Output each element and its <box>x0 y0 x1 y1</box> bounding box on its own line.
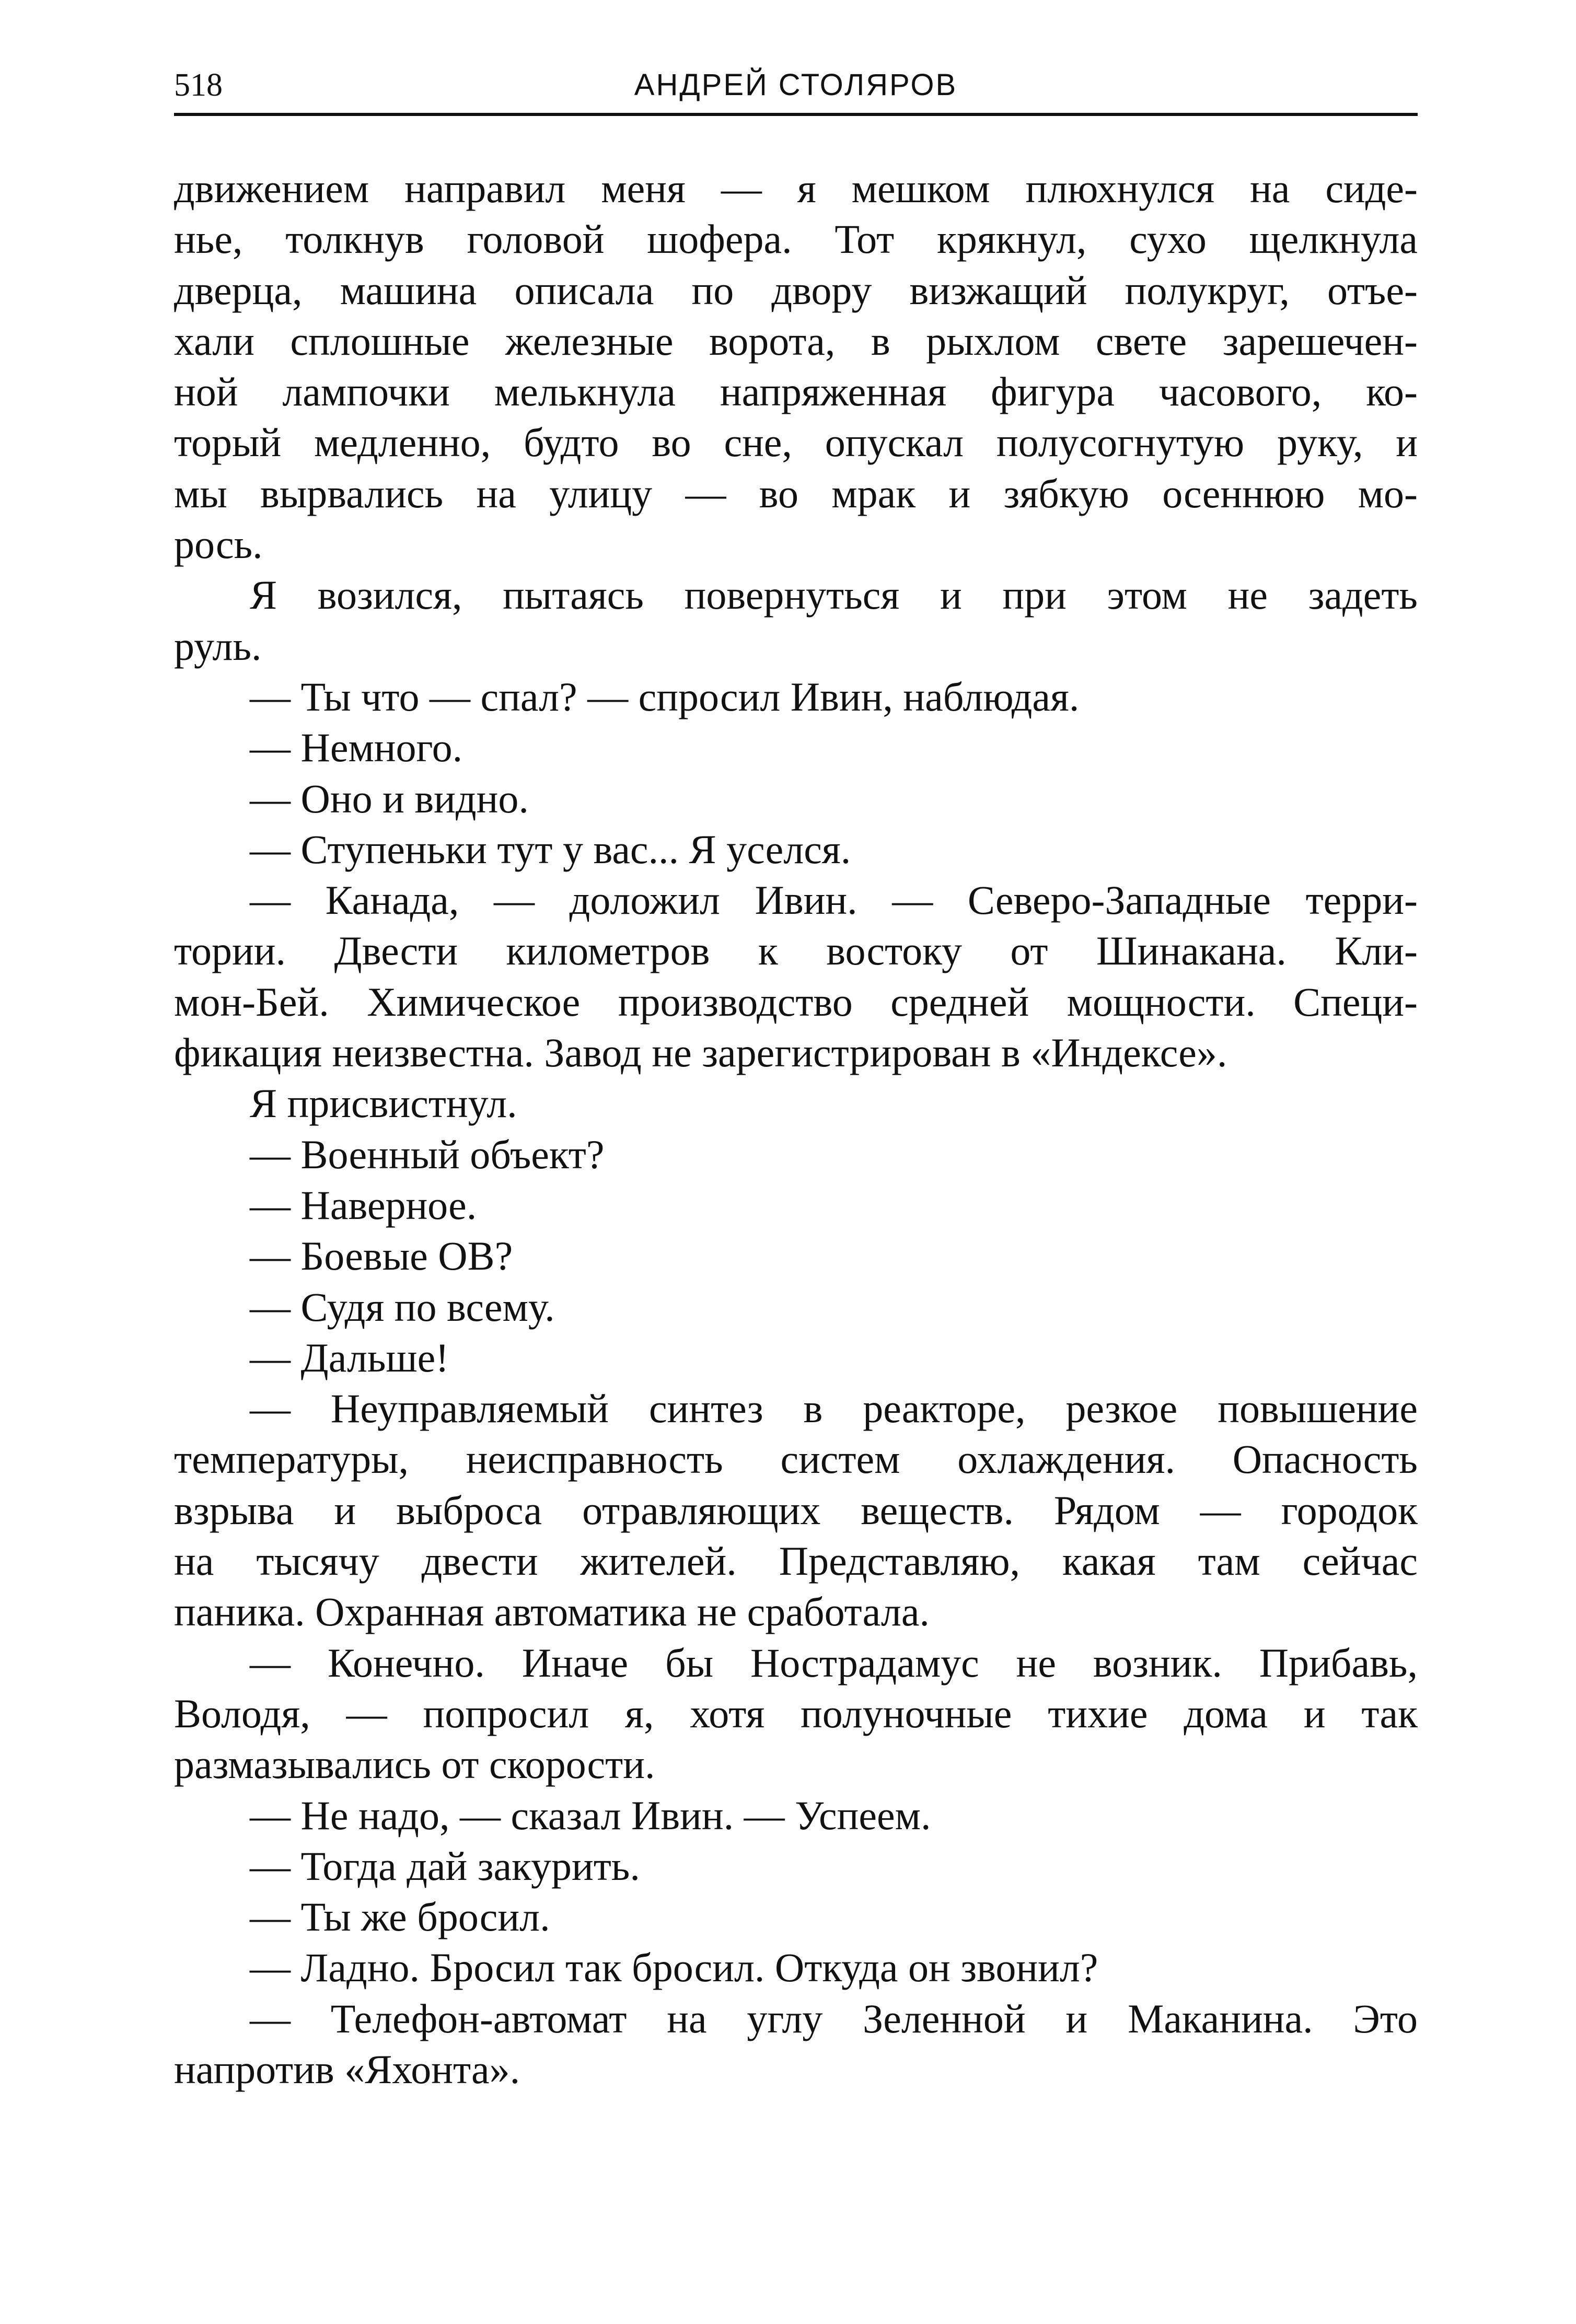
text-line: — Ступеньки тут у вас... Я уселся. <box>250 826 851 872</box>
text-line: — Конечно. Иначе бы Нострадамус не возник. Прибавь, <box>250 1640 1418 1686</box>
text-line: напротив «Яхонта». <box>174 2046 520 2092</box>
text-line: — Ты что — спал? — спросил Ивин, наблюдая. <box>250 673 1080 719</box>
text-line: Я возился, пытаясь повернуться и при этом не задеть <box>250 572 1418 618</box>
text-line: паника. Охранная автоматика не сработала. <box>174 1589 930 1635</box>
text-line: руль. <box>174 623 262 669</box>
header-rule <box>174 113 1418 116</box>
text-line: мон-Бей. Химическое производство средней мощности. Специ- <box>174 979 1418 1025</box>
text-line: Я присвистнул. <box>250 1080 517 1126</box>
text-line: — Дальше! <box>250 1334 449 1380</box>
text-line: — Боевые ОВ? <box>250 1233 513 1279</box>
running-head <box>174 62 1418 109</box>
page-number: 518 <box>174 67 223 103</box>
text-line: на тысячу двести жителей. Представляю, какая там сейчас <box>174 1538 1418 1584</box>
text-line: — Немного. <box>250 725 463 771</box>
text-line: ной лампочки мелькнула напряженная фигура часового, ко- <box>174 369 1418 415</box>
text-line: температуры, неисправность систем охлаждения. Опасность <box>174 1436 1418 1482</box>
text-line: движением направил меня — я мешком плюхнулся на сиде- <box>174 166 1418 211</box>
text-line: фикация неизвестна. Завод не зарегистрирован в «Индексе». <box>174 1030 1227 1076</box>
text-line: — Не надо, — сказал Ивин. — Успеем. <box>250 1792 931 1838</box>
text-line: рось. <box>174 521 263 567</box>
text-line: Володя, — попросил я, хотя полуночные тихие дома и так <box>174 1690 1418 1736</box>
text-line: — Судя по всему. <box>250 1284 555 1330</box>
text-line: хали сплошные железные ворота, в рыхлом свете зарешечен- <box>174 318 1418 364</box>
text-line: — Наверное. <box>250 1182 477 1228</box>
text-line: тории. Двести километров к востоку от Шинакана. Кли- <box>174 928 1418 974</box>
text-line: — Тогда дай закурить. <box>250 1843 640 1889</box>
text-line: мы вырвались на улицу — во мрак и зябкую осеннюю мо- <box>174 470 1418 516</box>
text-line: — Канада, — доложил Ивин. — Северо-Западные терри- <box>250 877 1418 923</box>
text-line: взрыва и выброса отравляющих веществ. Рядом — городок <box>174 1487 1418 1533</box>
text-line: — Оно и видно. <box>250 775 529 821</box>
text-line: — Ладно. Бросил так бросил. Откуда он звонил? <box>250 1945 1098 1991</box>
running-title-author: АНДРЕЙ СТОЛЯРОВ <box>634 68 958 102</box>
text-line: торый медленно, будто во сне, опускал полусогнутую руку, и <box>174 420 1418 466</box>
text-line: дверца, машина описала по двору визжащий полукруг, отъе- <box>174 267 1418 313</box>
text-line: — Военный объект? <box>250 1131 605 1177</box>
text-line: нье, толкнув головой шофера. Тот крякнул, сухо щелкнула <box>174 216 1418 262</box>
text-line: размазывались от скорости. <box>174 1741 655 1787</box>
text-line: — Неуправляемый синтез в реакторе, резкое повышение <box>250 1386 1418 1432</box>
body-text <box>174 163 1418 2095</box>
text-line: — Ты же бросил. <box>250 1894 550 1940</box>
text-line: — Телефон-автомат на углу Зеленной и Маканина. Это <box>250 1995 1418 2041</box>
